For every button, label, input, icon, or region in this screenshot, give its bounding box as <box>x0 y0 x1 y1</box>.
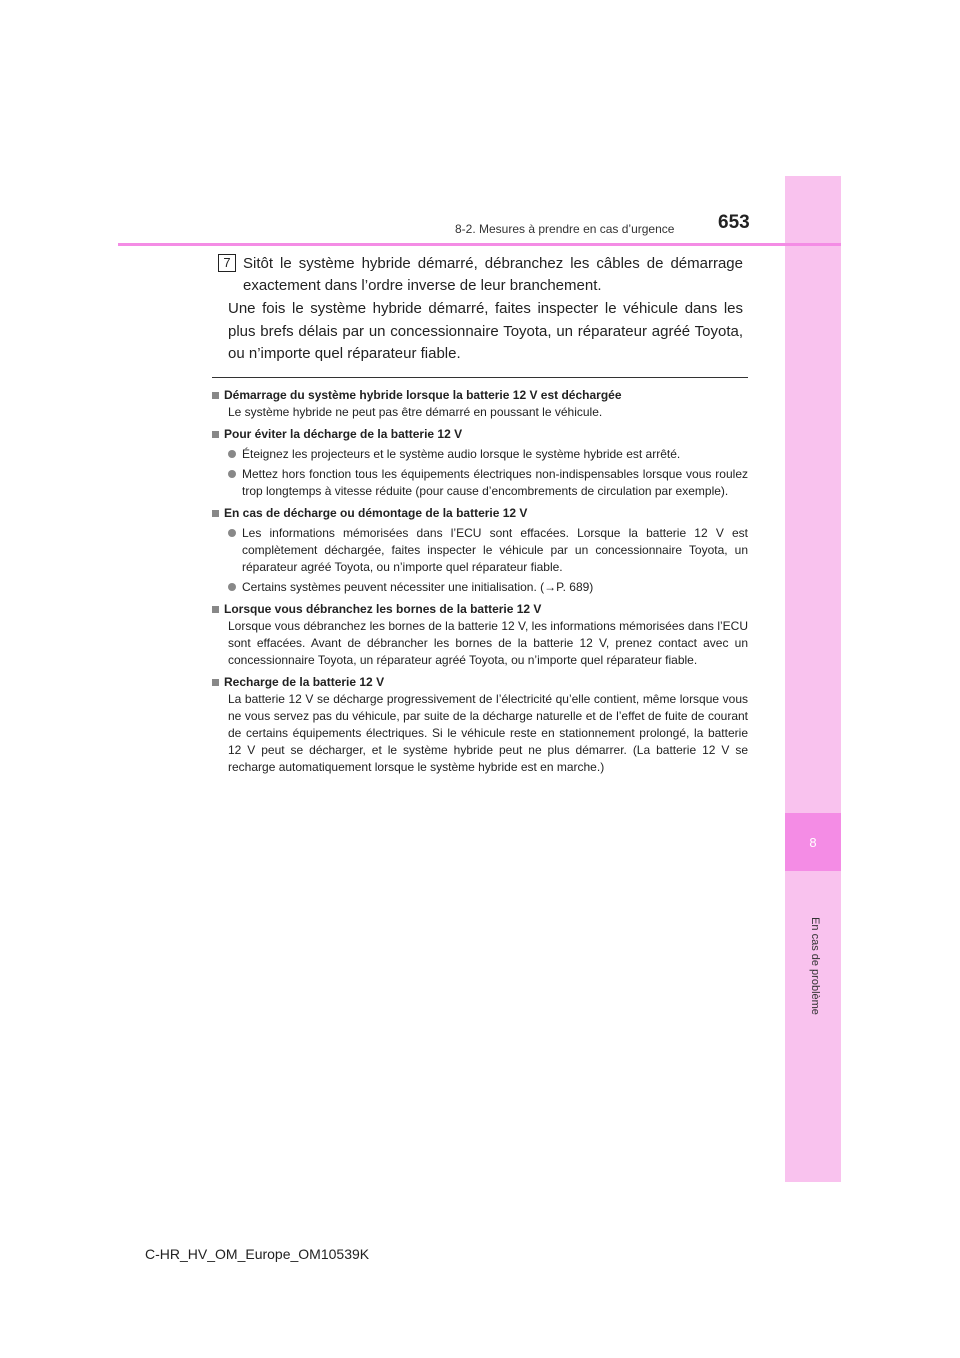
note-item <box>212 601 748 669</box>
note-title: Pour éviter la décharge de la batterie 12 V <box>224 427 463 441</box>
bullet-text: Les informations mémorisées dans l’ECU sont effacées. Lorsque la batterie 12 V est complètement déchargée, faites inspecter le véhicule par un concessionnaire Toyota, un réparateur agréé Toyota, ou n’importe quel réparateur fiable. <box>242 526 748 574</box>
circle-bullet-icon <box>228 583 236 591</box>
note-title: Lorsque vous débranchez les bornes de la batterie 12 V <box>224 602 542 616</box>
note-heading <box>212 426 748 443</box>
note-bullet <box>228 446 748 463</box>
note-body: Le système hybride ne peut pas être démarré en poussant le véhicule. <box>228 405 603 419</box>
step-paragraph: Une fois le système hybride démarré, faites inspecter le véhicule dans les plus brefs délais par un concessionnaire Toyota, un réparateur agréé Toyota, ou n’importe quel réparateur fiable. <box>228 300 743 362</box>
note-heading <box>212 505 748 522</box>
section-title: 8-2. Mesures à prendre en cas d’urgence <box>455 222 675 236</box>
note-title: Recharge de la batterie 12 V <box>224 675 385 689</box>
bullet-text: Certains systèmes peuvent nécessiter une initialisation. (→P. 689) <box>242 580 594 594</box>
note-item <box>212 426 748 500</box>
note-title: Démarrage du système hybride lorsque la batterie 12 V est déchargée <box>224 388 622 402</box>
header-rule <box>118 243 841 246</box>
chapter-number-tab: 8 <box>785 813 841 871</box>
circle-bullet-icon <box>228 450 236 458</box>
notes-section <box>212 387 748 781</box>
note-heading <box>212 674 748 691</box>
note-body: La batterie 12 V se décharge progressivement de l’électricité qu’elle contient, même lorsque vous ne vous servez pas du véhicule, par suite de la décharge naturelle et de l’effet de fuite de courant de certains équipements électriques. Si le véhicule reste en stationnement prolongé, la batterie 12 V peut se décharger, et le système hybride peut ne plus démarrer. (La batterie 12 V se recharge automatiquement lorsque le système hybride est en marche.) <box>228 692 748 774</box>
circle-bullet-icon <box>228 470 236 478</box>
bullet-text: Mettez hors fonction tous les équipements électriques non-indispensables lorsque vous roulez trop longtemps à vitesse réduite (pour cause d’encombrements de circulation par exemple). <box>242 467 748 498</box>
chapter-label: En cas de problème <box>809 917 821 1015</box>
note-bullet <box>228 525 748 576</box>
note-item <box>212 387 748 421</box>
note-bullet <box>228 579 748 596</box>
note-body: Lorsque vous débranchez les bornes de la batterie 12 V, les informations mémorisées dans l’ECU sont effacées. Avant de débrancher les bornes de la batterie 12 V, prenez contact avec un concessionnaire Toyota, un réparateur agréé Toyota, ou n’importe quel réparateur fiable. <box>228 619 748 667</box>
note-item <box>212 505 748 596</box>
note-bullet <box>228 466 748 500</box>
square-bullet-icon <box>212 510 219 517</box>
step-text: Sitôt le système hybride démarré, débranchez les câbles de démarrage exactement dans l’ordre inverse de leur branchement. <box>243 255 743 294</box>
square-bullet-icon <box>212 606 219 613</box>
notes-divider <box>212 377 748 378</box>
page-number: 653 <box>718 212 750 233</box>
square-bullet-icon <box>212 431 219 438</box>
note-heading <box>212 387 748 404</box>
note-item <box>212 674 748 776</box>
bullet-text: Éteignez les projecteurs et le système audio lorsque le système hybride est arrêté. <box>242 447 681 461</box>
circle-bullet-icon <box>228 529 236 537</box>
square-bullet-icon <box>212 392 219 399</box>
document-code: C-HR_HV_OM_Europe_OM10539K <box>145 1246 370 1262</box>
square-bullet-icon <box>212 679 219 686</box>
step-number-badge: 7 <box>218 254 236 272</box>
note-title: En cas de décharge ou démontage de la batterie 12 V <box>224 506 528 520</box>
note-heading <box>212 601 748 618</box>
